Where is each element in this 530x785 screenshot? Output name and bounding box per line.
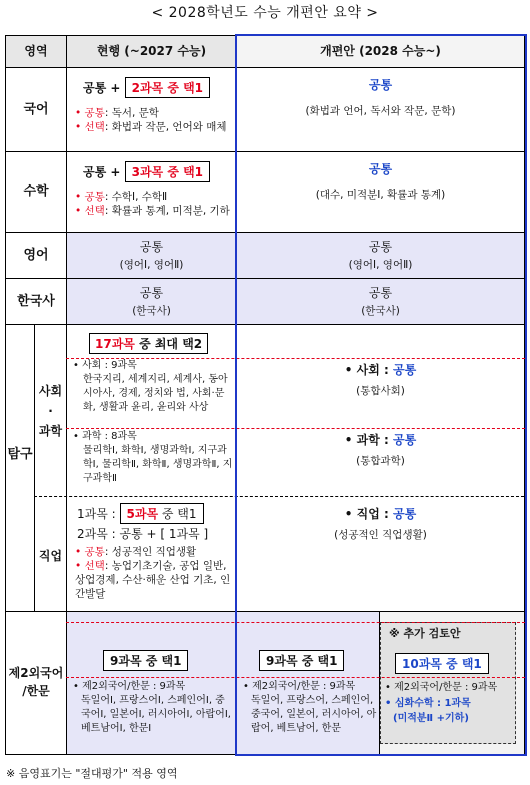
row-label-second-language: 제2외국어 /한문	[5, 611, 67, 755]
math-current: 공통 + 3과목 중 택1 • 공통: 수학Ⅰ, 수학Ⅱ • 선택: 확률과 통계, 미적분, 기하	[66, 151, 237, 233]
second-lang-guide-line	[66, 622, 525, 623]
second-lang-alt-box: 10과목 중 택1	[395, 653, 489, 674]
korean-choice-box: 2과목 중 택1	[125, 77, 210, 98]
row-label-math: 수학	[5, 151, 67, 233]
header-area: 영역	[5, 35, 67, 68]
inquiry-new: • 사회 : 공통 (통합사회) • 과학 : 공통 (통합과학) • 직업 : 공통 (성공적인 직업생활)	[236, 324, 525, 612]
inquiry-guide-line	[66, 428, 525, 429]
second-lang-guide-line	[66, 677, 525, 678]
row-label-inquiry: 탐구	[5, 324, 35, 612]
history-new: 공통 (한국사)	[236, 278, 525, 325]
second-lang-current-box: 9과목 중 택1	[103, 650, 188, 671]
row-label-history: 한국사	[5, 278, 67, 325]
english-new: 공통 (영어Ⅰ, 영어Ⅱ)	[236, 232, 525, 279]
row-label-korean: 국어	[5, 67, 67, 152]
second-lang-new: 9과목 중 택1 • 제2외국어/한문 : 9과목 독일어, 프랑스어, 스페인어, 중국어, 일본어, 러시아어, 아랍어, 베트남어, 한문	[236, 611, 380, 755]
korean-current: 공통 + 2과목 중 택1 • 공통: 독서, 문학 • 선택: 화법과 작문, 언어와 매체	[66, 67, 237, 152]
math-choice-box: 3과목 중 택1	[125, 161, 210, 182]
history-current: 공통 (한국사)	[66, 278, 237, 325]
page-title: < 2028학년도 수능 개편안 요약 >	[151, 5, 379, 21]
inquiry-current: 17과목 중 최대 택2 • 사회 : 9과목 한국지리, 세계지리, 세계사, 동아시아사, 경제, 정치와 법, 사회·문화, 생활과 윤리, 윤리와 사상 • 과학 : 8과목 물리학Ⅰ, 화학Ⅰ, 생명과학Ⅰ, 지구과학Ⅰ, 물리학Ⅱ, 화학Ⅱ, 생명과학Ⅱ, 지구과학Ⅱ 1과목 : 5과목 중 택1 2과목 : 공통 + [ 1과목 ] • 공통: 성공적인 직업생활 • 선택: 농업기초기술, 공업 일반, 상업경제, 수산·해운 산업 기초, 인간발달	[66, 324, 237, 612]
footnote: ※ 음영표기는 "절대평가" 적용 영역	[6, 767, 178, 780]
row-label-english: 영어	[5, 232, 67, 279]
inquiry-guide-line	[66, 358, 525, 359]
header-new: 개편안 (2028 수능~)	[236, 35, 525, 68]
second-lang-new-box: 9과목 중 택1	[259, 650, 344, 671]
inquiry-sub-labels: 사회 · 과학 직업	[34, 324, 67, 612]
alt-review-title: ※ 추가 검토안	[389, 627, 461, 640]
header-current: 현행 (~2027 수능)	[66, 35, 237, 68]
math-new: 공통 (대수, 미적분Ⅰ, 확률과 통계)	[236, 151, 525, 233]
second-lang-alternative: ※ 추가 검토안 10과목 중 택1 • 제2외국어/한문 : 9과목 • 심화수학 : 1과목 (미적분Ⅱ +기하)	[379, 611, 525, 755]
second-lang-current: 9과목 중 택1 • 제2외국어/한문 : 9과목 독일어Ⅰ, 프랑스어Ⅰ, 스페인어Ⅰ, 중국어Ⅰ, 일본어Ⅰ, 러시아어Ⅰ, 아랍어Ⅰ, 베트남어Ⅰ, 한문Ⅰ	[66, 611, 237, 755]
korean-new: 공통 (화법과 언어, 독서와 작문, 문학)	[236, 67, 525, 152]
english-current: 공통 (영어Ⅰ, 영어Ⅱ)	[66, 232, 237, 279]
